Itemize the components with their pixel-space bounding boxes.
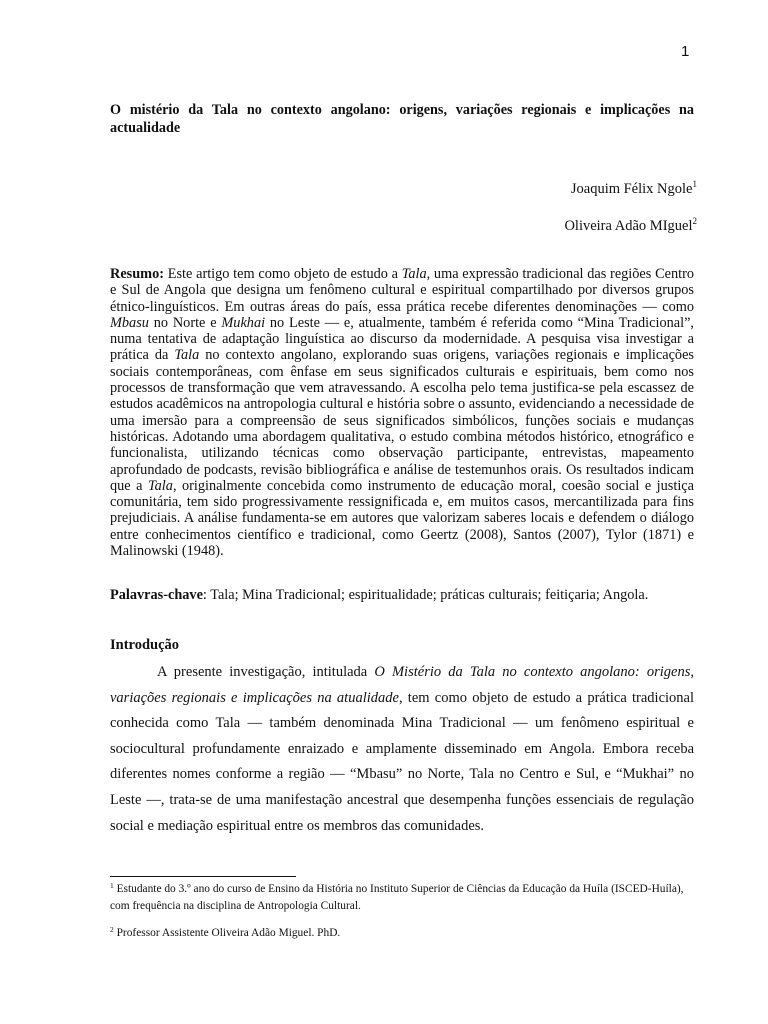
abstract-text: , uma expressão tradicional das regiões Centro e Sul de Angola que designa um fenômeno cultural e espiritual compartilhado por diversos grupos étnico-linguísticos. Em outras áreas do país, essa prática recebe diferentes denominações — como [110,266,694,315]
author-1 [571,180,697,198]
abstract-label: Resumo: [110,266,165,282]
introduction-paragraph [110,660,694,839]
author-name: Oliveira Adão MIguel [564,218,693,234]
footnote-text: Professor Assistente Oliveira Adão Miguel. PhD. [113,927,341,939]
abstract-text: no Norte e [148,314,222,331]
keywords [110,587,700,603]
abstract [110,266,694,559]
intro-text: A presente investigação, intitulada [157,664,375,680]
paper-title: O mistério da Tala no contexto angolano: origens, variações regionais e implicações na actualidade [110,102,694,136]
abstract-text: Este artigo tem como objeto de estudo a [164,266,402,282]
footnote-text: Estudante do 3.º ano do curso de Ensino da História no Instituto Superior de Ciências da Educação da Huíla (ISCED-Huíla), com frequência na disciplina de Antropologia Cultural. [110,883,684,912]
footnote-divider [110,876,296,877]
page-number: 1 [681,43,690,60]
section-heading-introduction: Introdução [110,637,180,653]
keywords-text: : Tala; Mina Tradicional; espiritualidade; práticas culturais; feitiçaria; Angola. [202,587,649,603]
author-name: Joaquim Félix Ngole [570,181,693,197]
abstract-term: Tala [174,347,200,364]
abstract-term: Tala [401,266,427,282]
abstract-text: , originalmente concebida como instrumento de educação moral, coesão social e justiça comunitária, tem sido progressivamente ressignificada e, em muitos casos, mercantilizada para fins prejudiciais. A análise fundamenta-se em autores que valorizam saberes locais e defendem o diálogo entre conhecimentos científico e tradicional, como Geertz (2008), Santos (2007), Tylor (1871) e Malinowski (1948). [110,477,695,560]
keywords-label: Palavras-chave [110,587,203,603]
abstract-term: Tala [148,477,173,494]
footnote-1 [110,881,694,915]
intro-title-reference: O Mistério da Tala no contexto angolano: origens, variações regionais e implicações na atualidade [110,664,695,706]
author-2 [564,217,697,235]
footnote-mark: 1 [110,881,114,890]
footnote-mark: 1 [692,179,697,189]
abstract-text: no Leste — e, atualmente, também é referida como “Mina Tradicional”, numa tentativa de adaptação linguística ao discurso da modernidade. A pesquisa visa investigar a prática da [110,314,694,364]
intro-text: , tem como objeto de estudo a prática tradicional conhecida como Tala — também denominada Mina Tradicional — um fenômeno espiritual e sociocultural profundamente enraizado e amplamente disseminado em Angola. Embora receba diferentes nomes conforme a região — “Mbasu” no Norte, Tala no Centro e Sul, e “Mukhai” no Leste —, trata-se de uma manifestação ancestral que desempenha funções essenciais de regulação social e mediação espiritual entre os membros das comunidades. [110,689,694,834]
abstract-term: Mukhai [221,314,266,331]
footnote-mark: 2 [110,925,114,934]
abstract-text: no contexto angolano, explorando suas origens, variações regionais e implicações sociais contemporâneas, com ênfase em seus significados culturais e espirituais, bem como nos processos de transformação que vem atravessando. A escolha pelo tema justifica-se pela escassez de estudos acadêmicos na antropologia cultural e história sobre o assunto, evidenciando a necessidade de uma imersão para a compreensão de seus significados simbólicos, funções sociais e mudanças históricas. Adotando uma abordagem qualitativa, o estudo combina métodos histórico, etnográfico e funcionalista, utilizando técnicas como observação participante, entrevistas, mapeamento aprofundado de podcasts, revisão bibliográfica e análise de testemunhos orais. Os resultados indicam que a [110,347,694,494]
abstract-term: Mbasu [110,314,149,331]
footnote-2 [110,925,694,942]
footnote-mark: 2 [692,216,697,226]
